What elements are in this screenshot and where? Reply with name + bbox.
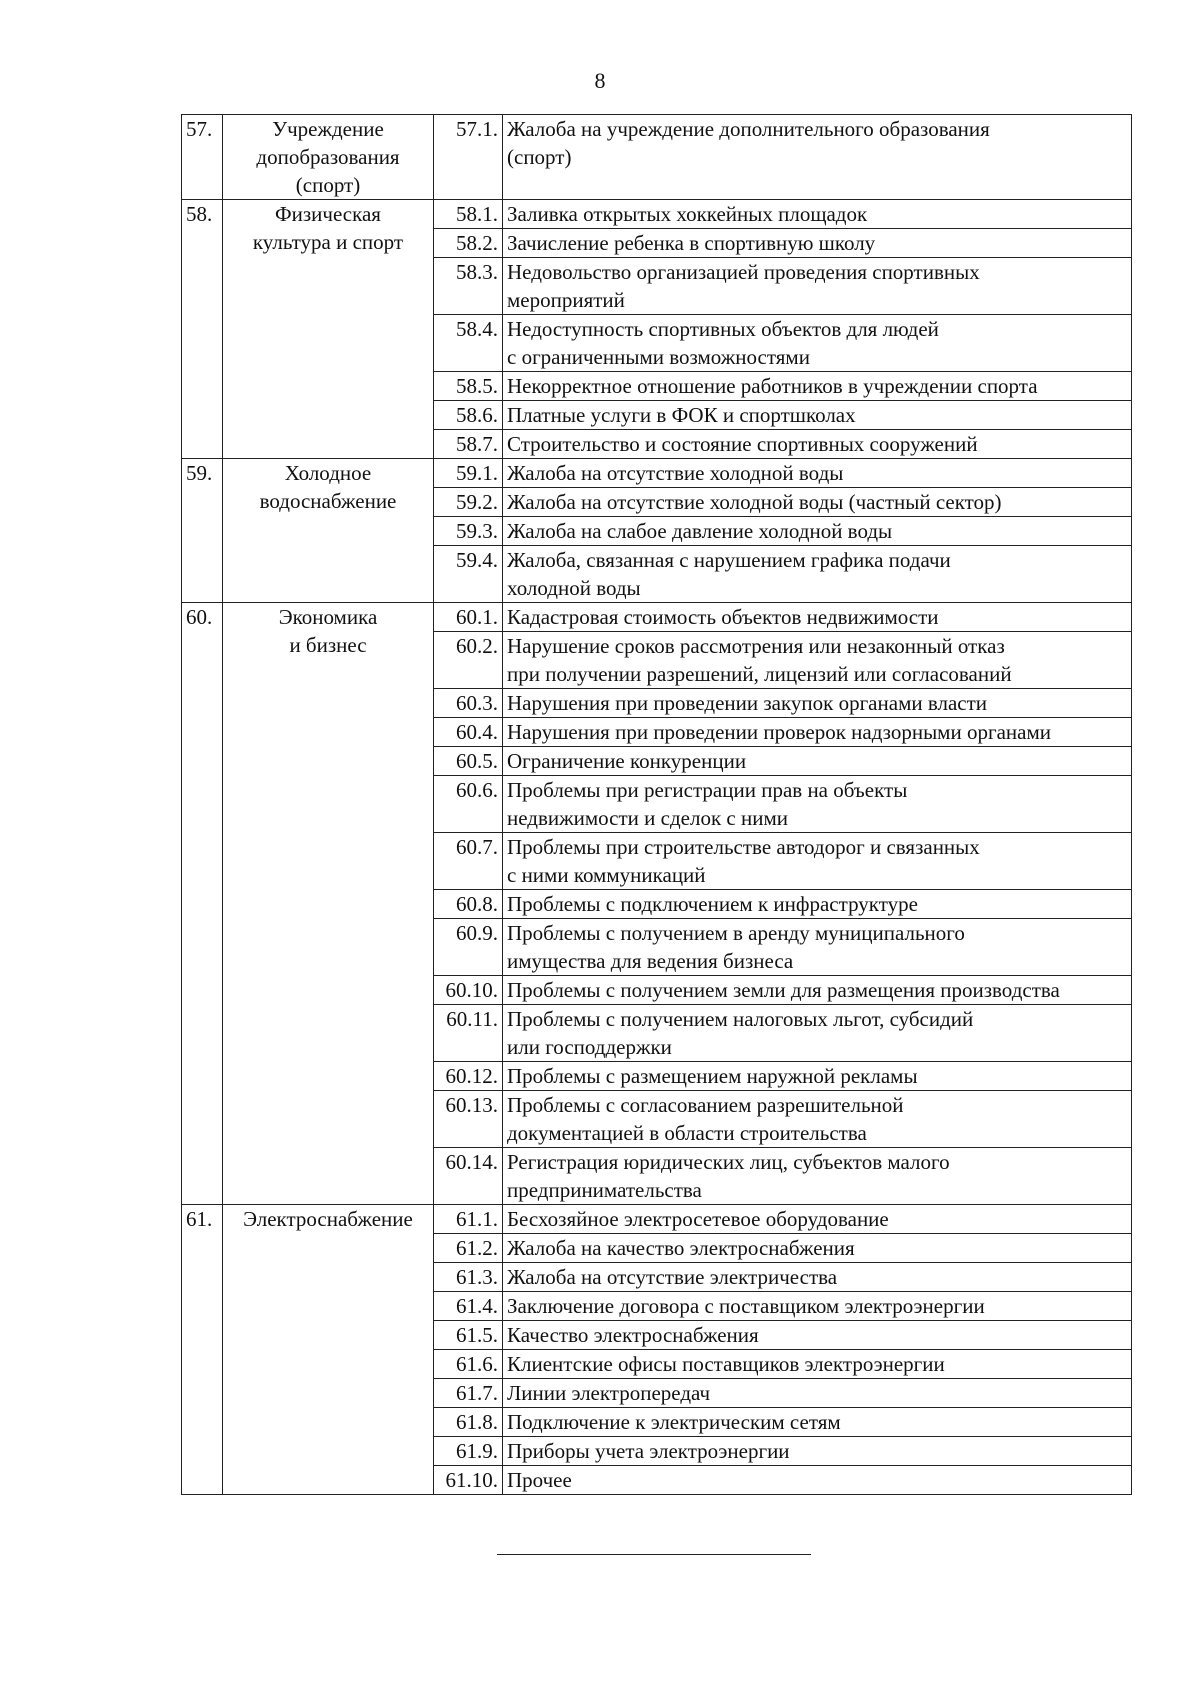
description-line: Жалоба на качество электроснабжения	[507, 1236, 855, 1260]
item-code: 60.10.	[434, 976, 503, 1005]
item-description	[503, 833, 1132, 890]
item-code: 61.10.	[434, 1466, 503, 1495]
item-code: 58.2.	[434, 229, 503, 258]
item-code: 61.2.	[434, 1234, 503, 1263]
description-line: Нарушения при проведении проверок надзорными органами	[507, 720, 1051, 744]
item-description	[503, 1205, 1132, 1234]
item-code: 60.9.	[434, 919, 503, 976]
description-line: мероприятий	[507, 288, 625, 312]
category-line: Экономика	[278, 605, 378, 629]
table-row	[182, 1205, 1132, 1234]
description-line: Проблемы с размещением наружной рекламы	[507, 1064, 918, 1088]
section-category	[223, 459, 434, 603]
section-category	[223, 603, 434, 1205]
item-description	[503, 200, 1132, 229]
item-code: 60.2.	[434, 632, 503, 689]
item-code: 61.9.	[434, 1437, 503, 1466]
description-line: Проблемы с подключением к инфраструктуре	[507, 892, 918, 916]
description-line: Прочее	[507, 1468, 572, 1492]
table-row	[182, 115, 1132, 200]
item-code: 60.8.	[434, 890, 503, 919]
section-number: 59.	[182, 459, 223, 603]
description-line: Проблемы с согласованием разрешительной	[507, 1093, 904, 1117]
description-line: Жалоба на отсутствие холодной воды (частный сектор)	[507, 490, 1002, 514]
item-description	[503, 1408, 1132, 1437]
item-description	[503, 258, 1132, 315]
item-description	[503, 1379, 1132, 1408]
item-code: 59.1.	[434, 459, 503, 488]
description-line: Зачисление ребенка в спортивную школу	[507, 231, 876, 255]
item-code: 59.4.	[434, 546, 503, 603]
item-description	[503, 1091, 1132, 1148]
item-code: 61.6.	[434, 1350, 503, 1379]
item-description	[503, 890, 1132, 919]
item-code: 60.5.	[434, 747, 503, 776]
description-line: Регистрация юридических лиц, субъектов малого	[507, 1150, 950, 1174]
item-code: 58.1.	[434, 200, 503, 229]
description-line: Проблемы с получением в аренду муниципального	[507, 921, 965, 945]
item-description	[503, 1263, 1132, 1292]
description-line: Бесхозяйное электросетевое оборудование	[507, 1207, 889, 1231]
category-line: Холодное	[284, 461, 372, 485]
item-description	[503, 632, 1132, 689]
section-number: 61.	[182, 1205, 223, 1495]
item-description	[503, 689, 1132, 718]
item-description	[503, 315, 1132, 372]
section-number: 57.	[182, 115, 223, 200]
item-description	[503, 430, 1132, 459]
item-description	[503, 776, 1132, 833]
item-code: 58.6.	[434, 401, 503, 430]
item-description	[503, 488, 1132, 517]
item-description	[503, 1292, 1132, 1321]
description-line: Проблемы при регистрации прав на объекты	[507, 778, 908, 802]
category-line: Электроснабжение	[243, 1207, 413, 1231]
description-line: предпринимательства	[507, 1178, 702, 1202]
item-code: 60.14.	[434, 1148, 503, 1205]
description-line: с ними коммуникаций	[507, 863, 706, 887]
description-line: Клиентские офисы поставщиков электроэнергии	[507, 1352, 945, 1376]
section-category	[223, 115, 434, 200]
item-code: 60.1.	[434, 603, 503, 632]
description-line: Качество электроснабжения	[507, 1323, 759, 1347]
category-line: Учреждение	[272, 117, 384, 141]
item-code: 59.2.	[434, 488, 503, 517]
description-line: Некорректное отношение работников в учреждении спорта	[507, 374, 1038, 398]
description-line: недвижимости и сделок с ними	[507, 806, 788, 830]
description-line: при получении разрешений, лицензий или согласований	[507, 662, 1012, 686]
item-code: 61.5.	[434, 1321, 503, 1350]
description-line: Приборы учета электроэнергии	[507, 1439, 790, 1463]
item-description	[503, 1234, 1132, 1263]
item-code: 61.7.	[434, 1379, 503, 1408]
classifier-table	[181, 114, 1132, 1495]
description-line: Жалоба, связанная с нарушением графика подачи	[507, 548, 951, 572]
description-line: Кадастровая стоимость объектов недвижимости	[507, 605, 939, 629]
item-code: 58.5.	[434, 372, 503, 401]
section-number: 58.	[182, 200, 223, 459]
description-line: с ограниченными возможностями	[507, 345, 810, 369]
description-line: Заключение договора с поставщиком электроэнергии	[507, 1294, 985, 1318]
item-description	[503, 1350, 1132, 1379]
description-line: Жалоба на отсутствие электричества	[507, 1265, 838, 1289]
description-line: документацией в области строительства	[507, 1121, 867, 1145]
item-description	[503, 401, 1132, 430]
item-description	[503, 718, 1132, 747]
description-line: Заливка открытых хоккейных площадок	[507, 202, 868, 226]
item-code: 58.4.	[434, 315, 503, 372]
item-description	[503, 459, 1132, 488]
footer-divider	[497, 1554, 811, 1555]
category-line: и бизнес	[289, 633, 367, 657]
description-line: холодной воды	[507, 576, 641, 600]
item-code: 60.6.	[434, 776, 503, 833]
description-line: Ограничение конкуренции	[507, 749, 747, 773]
description-line: Строительство и состояние спортивных сооружений	[507, 432, 978, 456]
description-line: Жалоба на учреждение дополнительного образования	[507, 117, 990, 141]
item-code: 61.4.	[434, 1292, 503, 1321]
section-category	[223, 200, 434, 459]
description-line: Платные услуги в ФОК и спортшколах	[507, 403, 856, 427]
description-line: Жалоба на слабое давление холодной воды	[507, 519, 893, 543]
description-line: Жалоба на отсутствие холодной воды	[507, 461, 844, 485]
category-line: культура и спорт	[252, 230, 404, 254]
item-code: 60.12.	[434, 1062, 503, 1091]
description-line: или господдержки	[507, 1035, 672, 1059]
description-line: Проблемы с получением земли для размещения производства	[507, 978, 1060, 1002]
description-line: Линии электропередач	[507, 1381, 711, 1405]
description-line: Нарушения при проведении закупок органами власти	[507, 691, 988, 715]
category-line: (спорт)	[295, 173, 361, 197]
item-code: 61.1.	[434, 1205, 503, 1234]
item-code: 58.3.	[434, 258, 503, 315]
description-line: Проблемы с получением налоговых льгот, субсидий	[507, 1007, 974, 1031]
table-row	[182, 603, 1132, 632]
item-code: 61.3.	[434, 1263, 503, 1292]
description-line: Недоступность спортивных объектов для людей	[507, 317, 939, 341]
item-description	[503, 603, 1132, 632]
item-description	[503, 546, 1132, 603]
table-row	[182, 459, 1132, 488]
item-code: 60.11.	[434, 1005, 503, 1062]
table-row	[182, 200, 1132, 229]
item-code: 60.13.	[434, 1091, 503, 1148]
item-description	[503, 1005, 1132, 1062]
item-description	[503, 919, 1132, 976]
item-description	[503, 115, 1132, 200]
item-code: 60.3.	[434, 689, 503, 718]
description-line: Проблемы при строительстве автодорог и связанных	[507, 835, 980, 859]
item-description	[503, 747, 1132, 776]
description-line: (спорт)	[507, 145, 572, 169]
item-description	[503, 1466, 1132, 1495]
item-description	[503, 1437, 1132, 1466]
item-code: 60.4.	[434, 718, 503, 747]
category-line: допобразования	[256, 145, 400, 169]
section-category	[223, 1205, 434, 1495]
item-description	[503, 1321, 1132, 1350]
item-code: 59.3.	[434, 517, 503, 546]
item-code: 58.7.	[434, 430, 503, 459]
item-description	[503, 372, 1132, 401]
item-description	[503, 1148, 1132, 1205]
classifier-table-body	[182, 115, 1132, 1495]
description-line: Недовольство организацией проведения спортивных	[507, 260, 980, 284]
page-number: 8	[594, 68, 606, 93]
item-code: 61.8.	[434, 1408, 503, 1437]
category-line: водоснабжение	[259, 489, 397, 513]
item-code: 60.7.	[434, 833, 503, 890]
description-line: Нарушение сроков рассмотрения или незаконный отказ	[507, 634, 1005, 658]
item-code: 57.1.	[434, 115, 503, 200]
category-line: Физическая	[275, 202, 381, 226]
item-description	[503, 976, 1132, 1005]
description-line: Подключение к электрическим сетям	[507, 1410, 841, 1434]
description-line: имущества для ведения бизнеса	[507, 949, 794, 973]
item-description	[503, 517, 1132, 546]
section-number: 60.	[182, 603, 223, 1205]
item-description	[503, 229, 1132, 258]
item-description	[503, 1062, 1132, 1091]
